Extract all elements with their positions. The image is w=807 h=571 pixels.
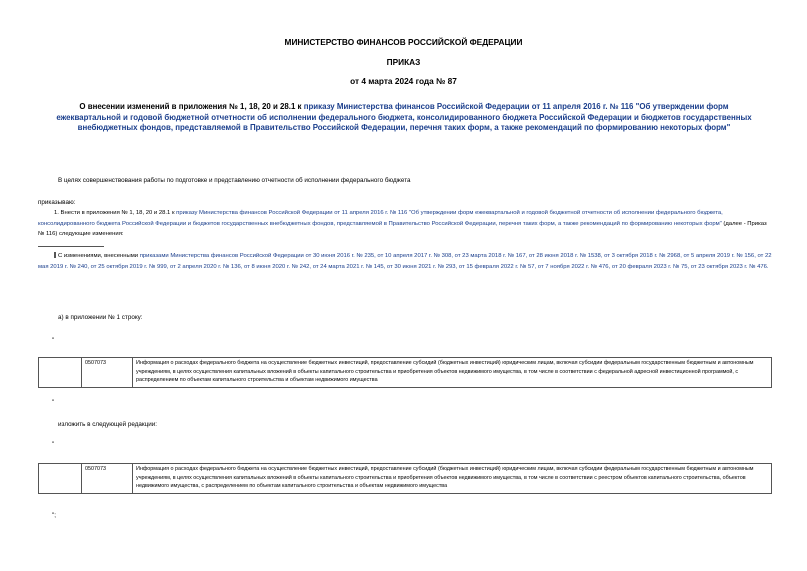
preamble-text: В целях совершенствования работы по подготовке и представлению отчетности об исполнении федерального бюджета — [58, 177, 411, 184]
quote-open-1: " — [52, 337, 55, 344]
item-1-prefix: 1. Внести в приложения № 1, 18, 20 и 28.1 к — [54, 210, 177, 216]
table-row — [39, 464, 772, 494]
quote-open-2: " — [52, 441, 55, 448]
table-old-text: Информация о расходах федерального бюджета на осуществление бюджетных инвестиций, предоставление субсидий (бюджетных инвестиций) юридическим лицам, включая субсидии федеральным государственным бюджетным и автономным учреждениям, в целях осуществления капитальных вложений в объекты капитального строительства и приобретения объектов недвижимого имущества, в том числе в соответствии с федеральной адресной инвестиционной программой, с распределением по объектам капитального строительства и объектам недвижимого имущества — [133, 358, 772, 388]
title-prefix: О внесении изменений в приложения № 1, 18, 20 и 28.1 к — [79, 102, 304, 111]
table-new-row — [38, 463, 772, 494]
table-old-row — [38, 357, 772, 388]
title-order-link[interactable]: приказу Министерства финансов Российской Федерации от 11 апреля 2016 г. № 116 "Об утверждении форм ежеквартальной и годовой бюджетной отчетности об исполнении федерального бюджета, консолидированного бюджета Российской Федерации и бюджетов государственных внебюджетных фондов, представляемой в Правительство Российской Федерации, перечня таких форм, а также рекомендаций по формированию некоторых форм" — [56, 102, 752, 133]
doc-type-heading: ПРИКАЗ — [386, 57, 421, 67]
footnote-separator — [38, 246, 104, 247]
footnote-paragraph — [38, 251, 772, 272]
footnote-marker-icon — [54, 252, 56, 258]
item-1-suffix: (далее - Приказ № 116) следующие изменения: — [38, 220, 767, 238]
date-number-heading: от 4 марта 2024 года № 87 — [350, 76, 457, 86]
table-new-code: 0507073 — [82, 464, 133, 494]
item-1-paragraph — [38, 208, 772, 240]
table-old-empty-cell — [39, 358, 82, 388]
footnote-prefix: С изменениями, внесенными — [58, 253, 140, 259]
table-new-empty-cell — [39, 464, 82, 494]
footnote-orders-link[interactable]: приказами Министерства финансов Российской Федерации от 30 июня 2016 г. № 235, от 10 апреля 2017 г. № 308, от 23 марта 2018 г. № 167, от 28 июня 2018 г. № 1538, от 3 октября 2018 г. № 2968, от 5 апреля 2019 г. № 156, от 22 мая 2019 г. № 240, от 25 октября 2019 г. № 999, от 2 апреля 2020 г. № 136, от 8 июня 2020 г. № 242, от 24 марта 2021 г. № 145, от 30 июня 2021 г. № 293, от 15 февраля 2022 г. № 57, от 7 ноября 2022 г. № 476, от 20 февраля 2023 г. № 75, от 23 октября 2023 г. № 476. — [38, 253, 772, 270]
item-1-order-link[interactable]: приказу Министерства финансов Российской Федерации от 11 апреля 2016 г. № 116 "Об утверждении форм ежеквартальной и годовой бюджетной отчетности об исполнении федерального бюджета, консолидированного бюджета Российской Федерации и бюджетов государственных внебюджетных фондов, представляемой в Правительство Российской Федерации, перечня таких форм, а также рекомендаций по формированию некоторых форм" — [38, 210, 723, 227]
table-new-text: Информация о расходах федерального бюджета на осуществление бюджетных инвестиций, предоставление субсидий (бюджетных инвестиций) юридическим лицам, включая субсидии федеральным государственным бюджетным и автономным учреждениям, в целях осуществления капитальных вложений в объекты капитального строительства и приобретения объектов недвижимого имущества, в том числе в соответствии с реестром объектов капитального строительства, объектов недвижимого имущества, с распределением по объектам капитального строительства и объектам недвижимого имущества — [133, 464, 772, 494]
document-title — [48, 102, 760, 134]
quote-close-2: "; — [52, 512, 56, 519]
ministry-heading: МИНИСТЕРСТВО ФИНАНСОВ РОССИЙСКОЙ ФЕДЕРАЦИИ — [284, 37, 523, 47]
order-word: приказываю: — [38, 199, 76, 206]
table-row — [39, 358, 772, 388]
sub-item-a: а) в приложении № 1 строку: — [58, 314, 143, 321]
table-old-code: 0507073 — [82, 358, 133, 388]
replace-instruction: изложить в следующей редакции: — [58, 421, 158, 428]
quote-close-1: " — [52, 399, 55, 406]
